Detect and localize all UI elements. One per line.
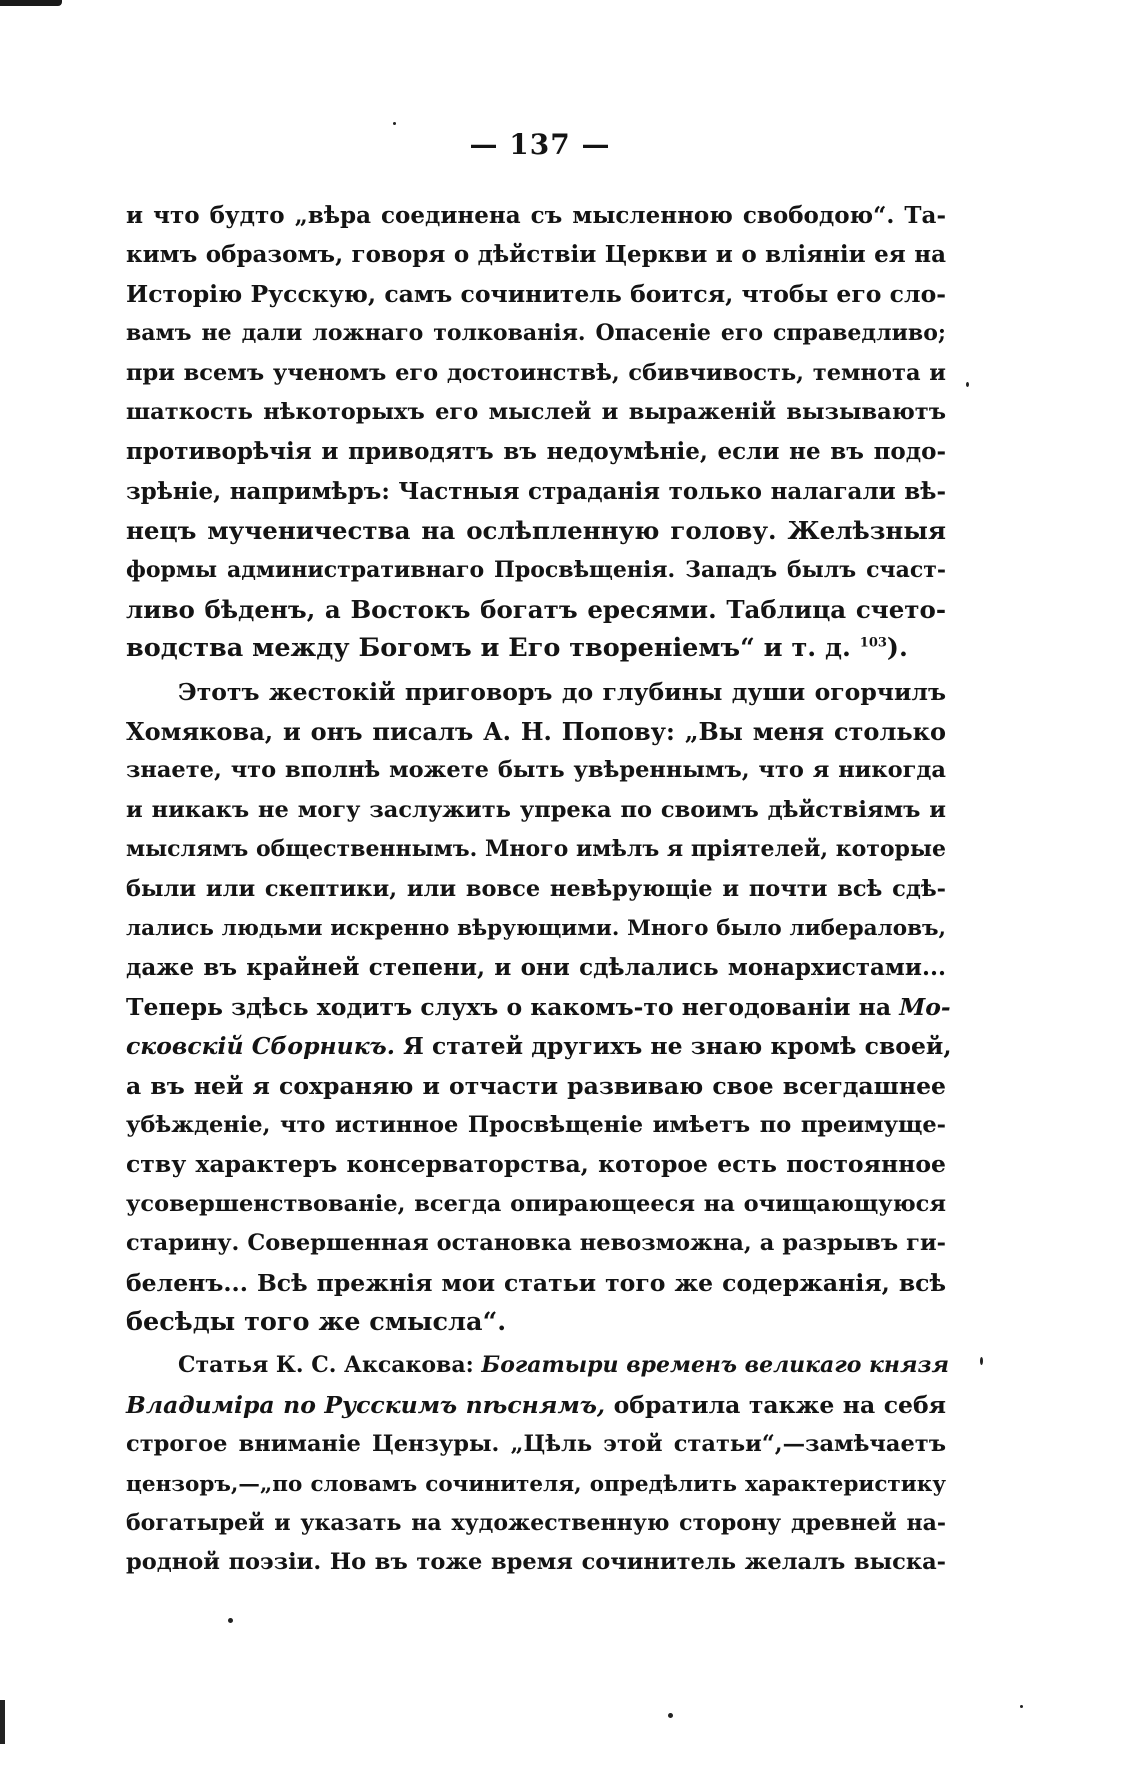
text-line: вамъ не дали ложнаго толкованія. Опасеніе его справедливо; bbox=[126, 320, 946, 347]
text-line: а въ ней я сохраняю и отчасти развиваю свое всегдашнее bbox=[126, 1071, 946, 1100]
text-line bbox=[126, 1027, 952, 1066]
text-line: усовершенствованіе, всегда опирающееся на очищающуюся bbox=[126, 1190, 946, 1217]
ink-speck bbox=[668, 1713, 673, 1718]
book-title: Мо- bbox=[899, 992, 951, 1021]
book-title: сковскій Сборникъ. bbox=[126, 1032, 395, 1061]
text-line: строгое вниманіе Цензуры. „Цѣль этой статьи“,—замѣчаетъ bbox=[126, 1431, 946, 1458]
text-line: богатырей и указать на художественную сторону древней на- bbox=[126, 1509, 946, 1536]
text-line: зрѣніе, напримѣръ: Частныя страданія только налагали вѣ- bbox=[126, 477, 946, 505]
text-line: Исторію Русскую, самъ сочинитель боится, чтобы его сло- bbox=[126, 279, 946, 308]
line-text: Я статей другихъ не знаю кромѣ своей, bbox=[403, 1032, 952, 1061]
text-line bbox=[126, 988, 951, 1027]
text-line: старину. Совершенная остановка невозможна, а разрывъ ги- bbox=[126, 1230, 946, 1257]
text-line: шаткость нѣкоторыхъ его мыслей и выраженій вызываютъ bbox=[126, 398, 946, 425]
text-line: нецъ мученичества на ослѣпленную голову. Желѣзныя bbox=[126, 516, 946, 546]
text-line: знаете, что вполнѣ можете быть увѣреннымъ, что я никогда bbox=[126, 757, 946, 784]
body-text bbox=[126, 196, 952, 1583]
text-line: мыслямъ общественнымъ. Много имѣлъ я пріятелей, которые bbox=[126, 836, 946, 863]
scan-edge-mark bbox=[0, 0, 62, 6]
text-line: при всемъ ученомъ его достоинствѣ, сбивчивость, темнота и bbox=[126, 359, 946, 386]
ink-speck bbox=[966, 382, 969, 387]
ink-speck bbox=[393, 122, 396, 125]
text-line: и что будто „вѣра соединена съ мысленною свободою“. Та- bbox=[126, 202, 946, 229]
line-text: водства между Богомъ и Его твореніемъ“ и т. д. bbox=[126, 633, 851, 664]
text-line: цензоръ,—„по словамъ сочинителя, опредѣлить характеристику bbox=[126, 1471, 946, 1497]
text-line: ливо бѣденъ, а Востокъ богатъ ересями. Таблица счето- bbox=[126, 594, 946, 624]
book-title: Богатыри временъ великаго князя bbox=[481, 1352, 950, 1379]
text-line: ству характеръ консерваторства, которое есть постоянное bbox=[126, 1150, 946, 1179]
text-line: лались людьми искренно вѣрующими. Много было либераловъ, bbox=[126, 916, 946, 942]
scan-edge-mark bbox=[0, 1700, 5, 1744]
line-text: обратила также на себя bbox=[613, 1390, 946, 1419]
text-line: бесѣды того же смысла“. bbox=[126, 1306, 507, 1337]
text-line: и никакъ не могу заслужить упрека по своимъ дѣйствіямъ и bbox=[126, 796, 946, 823]
line-text: ). bbox=[886, 633, 908, 664]
text-line: убѣжденіе, что истинное Просвѣщеніе имѣетъ по преимуще- bbox=[126, 1111, 946, 1138]
text-line bbox=[126, 1346, 950, 1385]
text-line: Хомякова, и онъ писалъ А. Н. Попову: „Вы меня столько bbox=[126, 717, 946, 747]
text-line: даже въ крайней степени, и они сдѣлались монархистами... bbox=[126, 954, 946, 982]
text-line: беленъ... Всѣ прежнія мои статьи того же содержанія, всѣ bbox=[126, 1268, 946, 1297]
text-line: кимъ образомъ, говоря о дѣйствіи Церкви и о вліяніи ея на bbox=[126, 241, 946, 269]
text-line: противорѣчія и приводятъ въ недоумѣніе, если не въ подо- bbox=[126, 438, 946, 466]
text-line bbox=[126, 1386, 946, 1425]
ink-speck bbox=[228, 1618, 233, 1623]
line-text: Статья К. С. Аксакова: bbox=[178, 1352, 474, 1379]
text-line: были или скептики, или вовсе невѣрующіе и почти всѣ сдѣ- bbox=[126, 875, 946, 902]
text-line: родной поэзіи. Но въ тоже время сочинитель желалъ выска- bbox=[126, 1549, 946, 1576]
ink-speck bbox=[1020, 1705, 1023, 1708]
line-text: Теперь здѣсь ходитъ слухъ о какомъ-то негодованіи на bbox=[126, 992, 892, 1021]
text-line bbox=[126, 629, 946, 668]
text-line: Этотъ жестокій приговоръ до глубины души огорчилъ bbox=[178, 677, 946, 706]
footnote-ref: 103 bbox=[859, 635, 887, 651]
book-title: Владиміра по Русскимъ пѣснямъ, bbox=[126, 1390, 606, 1419]
page-number: — 137 — bbox=[469, 128, 611, 161]
ink-speck bbox=[980, 1357, 983, 1365]
text-line: формы административнаго Просвѣщенія. Западъ былъ счаст- bbox=[126, 556, 946, 583]
